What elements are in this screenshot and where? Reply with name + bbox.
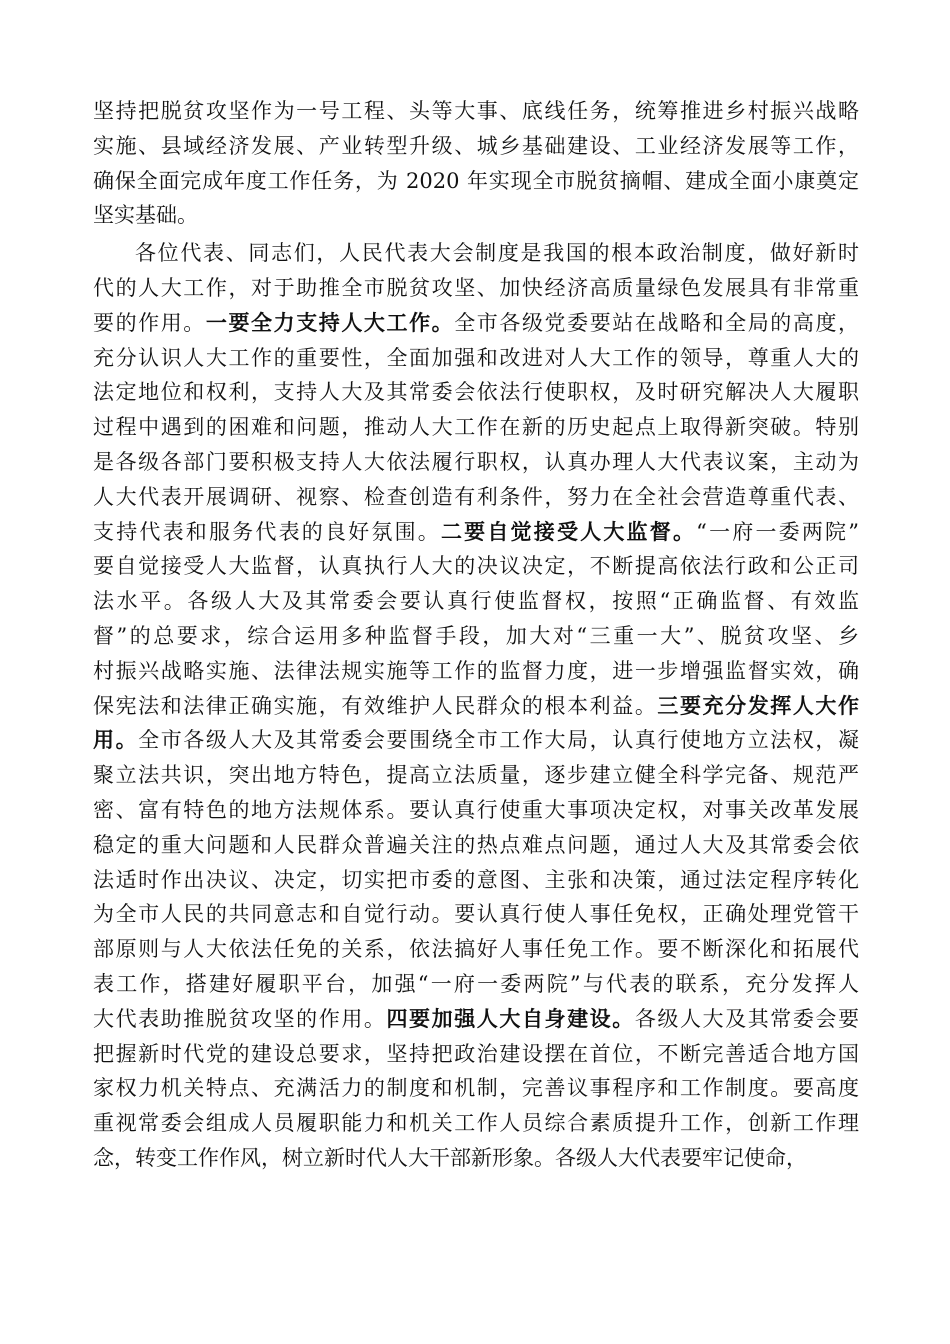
body-text: 各位代表、同志们，人民代表大会制度是我国的根本政治制度，做好新时: [135, 241, 859, 266]
body-text: 人大代表开展调研、视察、检查创造有利条件，努力在全社会营造尊重代表、: [93, 484, 859, 509]
text-line: [93, 969, 859, 1004]
text-line: [93, 1073, 859, 1108]
text-line: [93, 482, 859, 517]
body-text: 聚立法共识，突出地方特色，提高立法质量，逐步建立健全科学完备、规范严: [93, 763, 859, 788]
body-text: 各级人大及其常委会要: [634, 1006, 860, 1031]
text-line: [93, 934, 859, 969]
body-text: 督”的总要求，综合运用多种监督手段，加大对“三重一大”、脱贫攻坚、乡: [93, 623, 859, 648]
text-line: [93, 1004, 859, 1039]
body-text: 密、富有特色的地方法规体系。要认真行使重大事项决定权，对事关改革发展: [93, 797, 859, 822]
body-text: 家权力机关特点、充满活力的制度和机制，完善议事程序和工作制度。要高度: [93, 1076, 859, 1101]
text-line: [93, 899, 859, 934]
body-text: 充分认识人大工作的重要性，全面加强和改进对人大工作的领导，尊重人大的: [93, 345, 859, 370]
body-text: 稳定的重大问题和人民群众普遍关注的热点难点问题，通过人大及其常委会依: [93, 832, 859, 857]
text-line: [93, 586, 859, 621]
text-line: [93, 517, 859, 552]
body-text: 支持代表和服务代表的良好氛围。: [93, 519, 441, 544]
text-line: [93, 166, 859, 201]
body-text: 保宪法和法律正确实施，有效维护人民群众的根本利益。: [93, 693, 658, 718]
bold-heading-text: 一要全力支持人大工作。: [205, 309, 455, 335]
body-text: 重视常委会组成人员履职能力和机关工作人员综合素质提升工作，创新工作理: [93, 1111, 859, 1136]
text-line: [93, 1039, 859, 1074]
text-line: [93, 131, 859, 166]
body-text: 把握新时代党的建设总要求，坚持把政治建设摆在首位，不断完善适合地方国: [93, 1041, 859, 1066]
body-text: 确保全面完成年度工作任务，为 2020 年实现全市脱贫摘帽、建成全面小康奠定: [93, 168, 859, 193]
body-text: 坚持把脱贫攻坚作为一号工程、头等大事、底线任务，统筹推进乡村振兴战略: [93, 99, 859, 123]
text-line: [93, 412, 859, 447]
body-text: “一府一委两院”: [696, 519, 859, 544]
paragraph: [93, 238, 859, 1178]
paragraph: [93, 96, 859, 235]
text-line: [93, 200, 859, 235]
text-line: [93, 1143, 859, 1178]
body-text: 全市各级党委要站在战略和全局的高度，: [454, 310, 860, 335]
body-text: 坚实基础。: [93, 203, 198, 228]
text-line: [93, 725, 859, 760]
body-text: 法水平。各级人大及其常委会要认真行使监督权，按照“正确监督、有效监: [93, 589, 859, 614]
body-text: 过程中遇到的困难和问题，推动人大工作在新的历史起点上取得新突破。特别: [93, 415, 859, 440]
text-line: [93, 621, 859, 656]
bold-heading-text: 二要自觉接受人大监督。: [440, 518, 697, 544]
text-line: [93, 1108, 859, 1143]
text-line: [93, 795, 859, 830]
text-line: [93, 551, 859, 586]
bold-heading-text: 四要加强人大自身建设。: [386, 1005, 635, 1031]
text-line: [93, 377, 859, 412]
text-line: [93, 273, 859, 308]
text-line: [93, 308, 859, 343]
text-line: [93, 656, 859, 691]
body-text: 为全市人民的共同意志和自觉行动。要认真行使人事任免权，正确处理党管干: [93, 902, 859, 927]
body-text: 是各级各部门要积极支持人大依法履行职权，认真办理人大代表议案，主动为: [93, 449, 859, 474]
body-text: 法适时作出决议、决定，切实把市委的意图、主张和决策，通过法定程序转化: [93, 867, 859, 892]
body-text: 念，转变工作作风，树立新时代人大干部新形象。各级人大代表要牢记使命，: [93, 1145, 807, 1170]
text-line: [93, 447, 859, 482]
text-line: [93, 830, 859, 865]
body-text: 要的作用。: [93, 310, 206, 335]
body-text: 要自觉接受人大监督，认真执行人大的决议决定，不断提高依法行政和公正司: [93, 554, 859, 579]
body-text: 法定地位和权利，支持人大及其常委会依法行使职权，及时研究解决人大履职: [93, 380, 859, 405]
bold-heading-text: 三要充分发挥人大作: [657, 692, 860, 718]
document-page: [93, 96, 859, 1178]
bold-heading-text: 用。: [93, 727, 139, 753]
body-text: 部原则与人大依法任免的关系，依法搞好人事任免工作。要不断深化和拓展代: [93, 937, 859, 962]
text-line: [93, 96, 859, 131]
body-text: 村振兴战略实施、法律法规实施等工作的监督力度，进一步增强监督实效，确: [93, 658, 859, 683]
body-text: 实施、县域经济发展、产业转型升级、城乡基础建设、工业经济发展等工作，: [93, 133, 859, 158]
text-line: [93, 691, 859, 726]
body-text: 代的人大工作，对于助推全市脱贫攻坚、加快经济高质量绿色发展具有非常重: [93, 275, 859, 300]
body-text: 大代表助推脱贫攻坚的作用。: [93, 1006, 387, 1031]
text-line: [93, 238, 859, 273]
body-text: 表工作，搭建好履职平台，加强“一府一委两院”与代表的联系，充分发挥人: [93, 971, 859, 996]
text-line: [93, 343, 859, 378]
body-text: 全市各级人大及其常委会要围绕全市工作大局，认真行使地方立法权，凝: [138, 728, 860, 753]
text-line: [93, 760, 859, 795]
text-line: [93, 865, 859, 900]
